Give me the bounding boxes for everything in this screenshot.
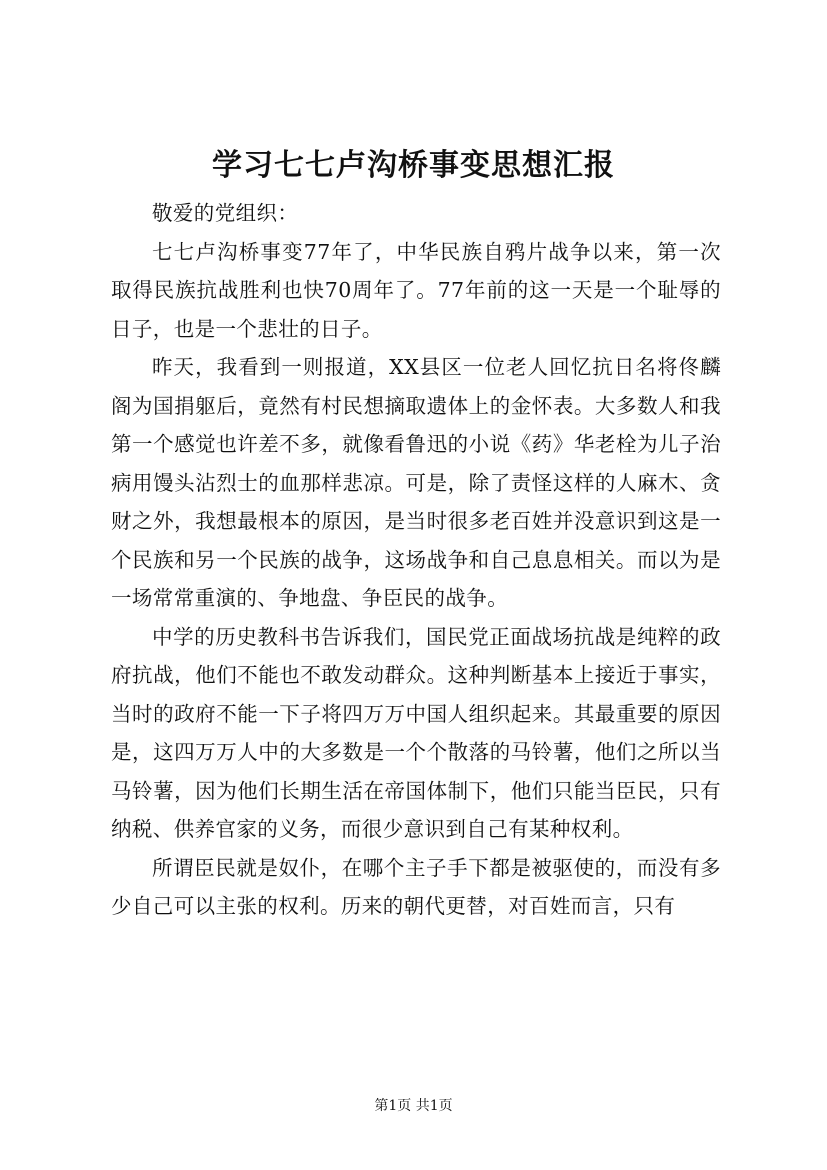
- document-body: [111, 194, 721, 926]
- paragraph-3: 中学的历史教科书告诉我们，国民党正面战场抗战是纯粹的政府抗战，他们不能也不敢发动群众。这种判断基本上接近于事实，当时的政府不能一下子将四万万中国人组织起来。其最重要的原因是，这四万万人中的大多数是一个个散落的马铃薯，他们之所以当马铃薯，因为他们长期生活在帝国体制下，他们只能当臣民，只有纳税、供养官家的义务，而很少意识到自己有某种权利。: [111, 624, 721, 841]
- paragraph-4: 所谓臣民就是奴仆，在哪个主子手下都是被驱使的，而没有多少自己可以主张的权利。历来的朝代更替，对百姓而言，只有: [111, 855, 721, 918]
- document-title: 学习七七卢沟桥事变思想汇报: [212, 148, 615, 183]
- salutation: 敬爱的党组织：: [152, 201, 299, 225]
- paragraph-2: 昨天，我看到一则报道，XX县区一位老人回忆抗日名将佟麟阁为国捐躯后，竟然有村民想摘取遗体上的金怀表。大多数人和我第一个感觉也许差不多，就像看鲁迅的小说《药》华老栓为儿子治病用馒头沾烈士的血那样悲凉。可是，除了责怪这样的人麻木、贪财之外，我想最根本的原因，是当时很多老百姓并没意识到这是一个民族和另一个民族的战争，这场战争和自己息息相关。而以为是一场常常重演的、争地盘、争臣民的战争。: [111, 355, 721, 610]
- page-footer: 第1页 共1页: [374, 1098, 453, 1114]
- paragraph-1: 七七卢沟桥事变77年了，中华民族自鸦片战争以来，第一次取得民族抗战胜利也快70周年了。77年前的这一天是一个耻辱的日子，也是一个悲壮的日子。: [111, 239, 721, 341]
